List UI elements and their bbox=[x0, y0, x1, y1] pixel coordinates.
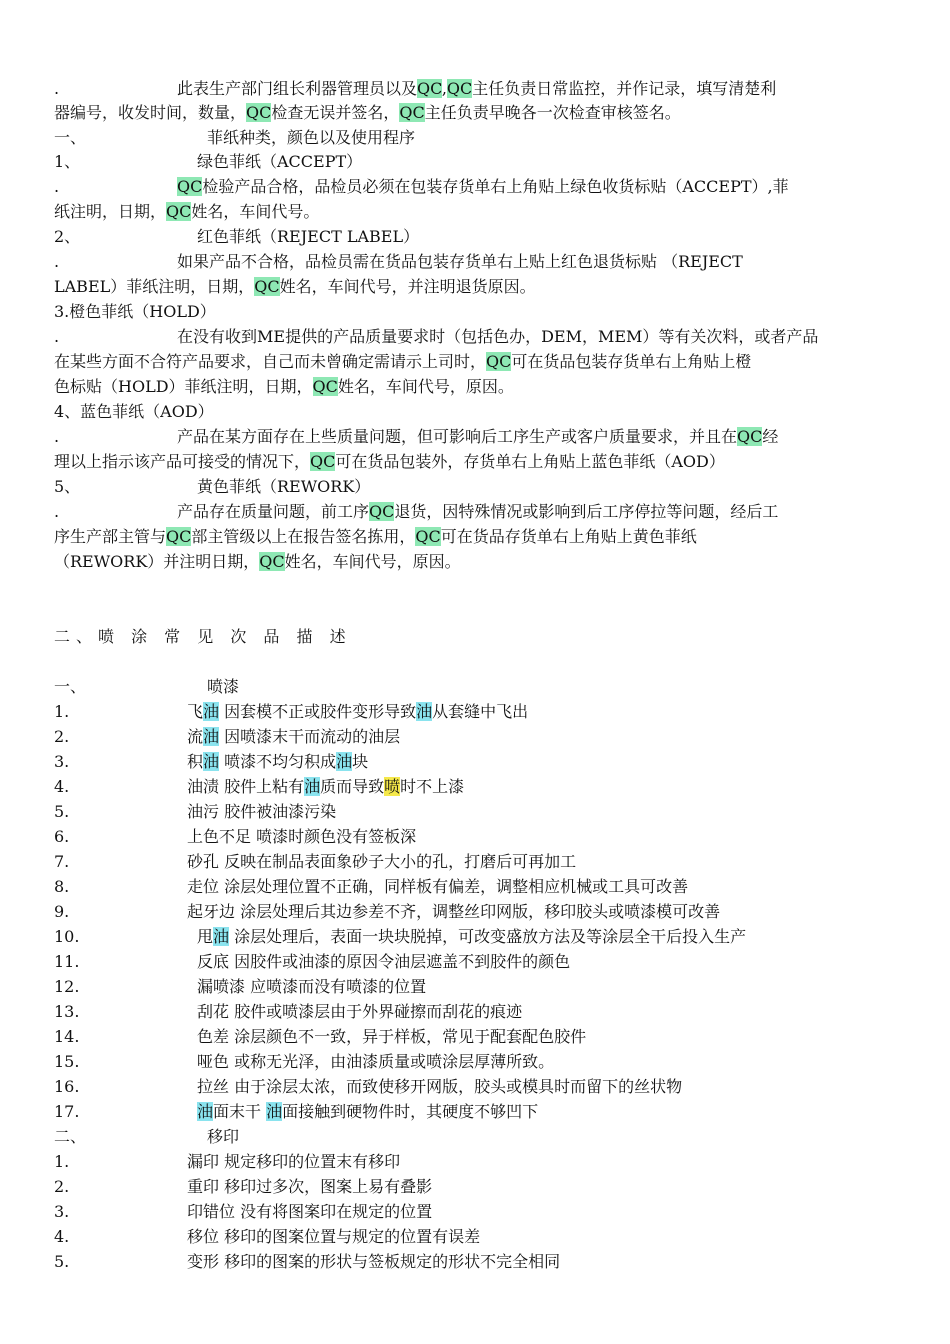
label-item-title: 黄色菲纸（REWORK） bbox=[197, 477, 371, 496]
text-segment: 刮花 胶件或喷漆层由于外界碰擦而刮花的痕迹 bbox=[197, 1002, 523, 1021]
list-item-number: 10. bbox=[54, 927, 80, 946]
text-segment: 面接触到硬物件时，其硬度不够凹下 bbox=[282, 1102, 539, 1121]
label-item-number: 2、 bbox=[54, 227, 81, 246]
text-segment: 面末干 bbox=[213, 1102, 267, 1121]
list-item-number: 13. bbox=[54, 1002, 80, 1021]
intro-bullet: . bbox=[54, 79, 60, 98]
list-item-text bbox=[187, 1176, 432, 1198]
qc-highlight: QC bbox=[166, 527, 192, 546]
list-item-number: 15. bbox=[54, 1052, 80, 1071]
item-text-line: 纸注明，日期，QC姓名，车间代号。 bbox=[54, 202, 320, 221]
oil-highlight: 油 bbox=[197, 1102, 214, 1121]
item-text-line: 产品存在质量问题，前工序QC退货，因特殊情况或影响到后工序停拉等问题，经后工 bbox=[177, 502, 779, 521]
text-segment: 块 bbox=[352, 752, 369, 771]
list-item-text bbox=[187, 701, 528, 723]
qc-highlight: QC bbox=[417, 79, 442, 98]
list-item-number: 8. bbox=[54, 877, 70, 896]
list-item-number: 3. bbox=[54, 1202, 70, 1221]
list-item-number: 1. bbox=[54, 702, 70, 721]
list-item-text bbox=[197, 926, 746, 948]
list-item-text bbox=[187, 1151, 400, 1173]
intro-line-2: 器编号，收发时间，数量，QC检查无误并签名，QC主任负责早晚各一次检查审核签名。 bbox=[54, 103, 681, 122]
text-segment: 哑色 或称无光泽，由油漆质量或喷涂层厚薄所致。 bbox=[197, 1052, 555, 1071]
oil-highlight: 油 bbox=[213, 927, 230, 946]
text-segment: 反底 因胶件或油漆的原因令油层遮盖不到胶件的颜色 bbox=[197, 952, 571, 971]
text-segment: 飞 bbox=[187, 702, 204, 721]
text-segment: 涂层处理后，表面一块块脱掉，可改变盛放方法及等涂层全干后投入生产 bbox=[229, 927, 747, 946]
label-item-number: 5、 bbox=[54, 477, 81, 496]
text-segment: 移位 移印的图案位置与规定的位置有误差 bbox=[187, 1227, 481, 1246]
list-item-text bbox=[187, 1226, 480, 1248]
intro-line-1: 此表生产部门组长利器管理员以及QC,QC主任负责日常监控，并作记录，填写清楚利 bbox=[177, 79, 777, 98]
list-item-text bbox=[187, 826, 416, 848]
list-item-text bbox=[197, 1026, 586, 1048]
oil-highlight: 油 bbox=[304, 777, 321, 796]
qc-highlight: QC bbox=[177, 177, 203, 196]
subsection-title: 移印 bbox=[207, 1127, 240, 1146]
item-text-line: 序生产部主管与QC部主管级以上在报告签名拣用，QC可在货品存货单右上角贴上黄色菲纸 bbox=[54, 527, 697, 546]
text-segment: 漏喷漆 应喷漆而没有喷漆的位置 bbox=[197, 977, 427, 996]
label-item-title: 绿色菲纸（ACCEPT） bbox=[197, 152, 363, 171]
text-segment: 油渍 胶件上粘有 bbox=[187, 777, 305, 796]
label-item-title: 4、蓝色菲纸（AOD） bbox=[54, 402, 214, 421]
item-text-line: LABEL）菲纸注明，日期，QC姓名，车间代号，并注明退货原因。 bbox=[54, 277, 536, 296]
qc-highlight: QC bbox=[166, 202, 192, 221]
item-bullet: . bbox=[54, 427, 60, 446]
list-item-number: 3. bbox=[54, 752, 70, 771]
item-text-line: 产品在某方面存在上些质量问题，但可影响后工序生产或客户质量要求，并且在QC经 bbox=[177, 427, 779, 446]
qc-highlight: QC bbox=[312, 377, 338, 396]
text-segment: 喷漆不均匀积成 bbox=[219, 752, 337, 771]
label-item-title: 3.橙色菲纸（HOLD） bbox=[54, 302, 216, 321]
list-item-number: 7. bbox=[54, 852, 70, 871]
text-segment: 因喷漆末干而流动的油层 bbox=[219, 727, 401, 746]
text-segment: 砂孔 反映在制品表面象砂子大小的孔，打磨后可再加工 bbox=[187, 852, 577, 871]
spray-highlight: 喷 bbox=[384, 777, 401, 796]
text-segment: 积 bbox=[187, 752, 204, 771]
section1-number: 一、 bbox=[54, 128, 87, 147]
list-item-number: 2. bbox=[54, 1177, 70, 1196]
item-bullet: . bbox=[54, 177, 60, 196]
oil-highlight: 油 bbox=[203, 727, 220, 746]
text-segment: 时不上漆 bbox=[400, 777, 465, 796]
qc-highlight: QC bbox=[399, 103, 425, 122]
list-item-number: 16. bbox=[54, 1077, 80, 1096]
list-item-number: 4. bbox=[54, 777, 70, 796]
list-item-number: 4. bbox=[54, 1227, 70, 1246]
list-item-number: 17. bbox=[54, 1102, 80, 1121]
item-text-line: QC检验产品合格，品检员必须在包装存货单右上角贴上绿色收货标贴（ACCEPT）,菲 bbox=[177, 177, 789, 196]
item-bullet: . bbox=[54, 252, 60, 271]
item-text-line: 理以上指示该产品可接受的情况下，QC可在货品包装外，存货单右上角贴上蓝色菲纸（AOD） bbox=[54, 452, 725, 471]
list-item-text bbox=[187, 726, 400, 748]
text-segment: 色差 涂层颜色不一致，异于样板，常见于配套配色胶件 bbox=[197, 1027, 587, 1046]
list-item-number: 1. bbox=[54, 1152, 70, 1171]
list-item-text bbox=[197, 1001, 522, 1023]
list-item-text bbox=[187, 751, 368, 773]
list-item-number: 11. bbox=[54, 952, 80, 971]
list-item-text bbox=[187, 1201, 432, 1223]
text-segment: 起牙边 涂层处理后其边参差不齐，调整丝印网版，移印胶头或喷漆模可改善 bbox=[187, 902, 721, 921]
list-item-text bbox=[197, 976, 426, 998]
oil-highlight: 油 bbox=[416, 702, 433, 721]
list-item-number: 6. bbox=[54, 827, 70, 846]
list-item-number: 2. bbox=[54, 727, 70, 746]
qc-highlight: QC bbox=[486, 352, 512, 371]
list-item-text bbox=[197, 1076, 682, 1098]
section1-title: 菲纸种类，颜色以及使用程序 bbox=[207, 128, 416, 147]
list-item-number: 5. bbox=[54, 802, 70, 821]
text-segment: 上色不足 喷漆时颜色没有签板深 bbox=[187, 827, 417, 846]
qc-highlight: QC bbox=[254, 277, 280, 296]
oil-highlight: 油 bbox=[336, 752, 353, 771]
item-text-line: 在某些方面不合符产品要求，自己而未曾确定需请示上司时，QC可在货品包装存货单右上角贴上橙 bbox=[54, 352, 752, 371]
item-text-line: 色标贴（HOLD）菲纸注明，日期，QC姓名，车间代号，原因。 bbox=[54, 377, 514, 396]
text-segment: 拉丝 由于涂层太浓，而致使移开网版，胶头或模具时而留下的丝状物 bbox=[197, 1077, 683, 1096]
text-segment: 油污 胶件被油漆污染 bbox=[187, 802, 337, 821]
item-text-line: （REWORK）并注明日期，QC姓名，车间代号，原因。 bbox=[54, 552, 461, 571]
list-item-text bbox=[197, 1051, 554, 1073]
qc-highlight: QC bbox=[246, 103, 272, 122]
subsection-number: 一、 bbox=[54, 677, 87, 696]
oil-highlight: 油 bbox=[203, 752, 220, 771]
text-segment: 甩 bbox=[197, 927, 214, 946]
list-item-number: 9. bbox=[54, 902, 70, 921]
item-text-line: 在没有收到ME提供的产品质量要求时（包括色办，DEM，MEM）等有关次料，或者产品 bbox=[177, 327, 819, 346]
text-segment: 流 bbox=[187, 727, 204, 746]
text-segment: 重印 移印过多次，图案上易有叠影 bbox=[187, 1177, 433, 1196]
list-item-text bbox=[187, 901, 720, 923]
text-segment: 印错位 没有将图案印在规定的位置 bbox=[187, 1202, 433, 1221]
label-item-title: 红色菲纸（REJECT LABEL） bbox=[197, 227, 420, 246]
text-segment: 因套模不正或胶件变形导致 bbox=[219, 702, 417, 721]
list-item-text bbox=[187, 1251, 560, 1273]
list-item-text bbox=[187, 876, 688, 898]
subsection-number: 二、 bbox=[54, 1127, 87, 1146]
text-segment: 质而导致 bbox=[320, 777, 385, 796]
list-item-text bbox=[187, 851, 576, 873]
oil-highlight: 油 bbox=[203, 702, 220, 721]
list-item-number: 12. bbox=[54, 977, 80, 996]
label-item-number: 1、 bbox=[54, 152, 81, 171]
text-segment: 变形 移印的图案的形状与签板规定的形状不完全相同 bbox=[187, 1252, 561, 1271]
qc-highlight: QC bbox=[446, 79, 473, 98]
qc-highlight: QC bbox=[259, 552, 285, 571]
item-text-line: 如果产品不合格，品检员需在货品包装存货单右上贴上红色退货标贴 （REJECT bbox=[177, 252, 743, 271]
text-segment: 漏印 规定移印的位置末有移印 bbox=[187, 1152, 401, 1171]
qc-highlight: QC bbox=[310, 452, 336, 471]
qc-highlight: QC bbox=[415, 527, 441, 546]
list-item-number: 5. bbox=[54, 1252, 70, 1271]
list-item-text bbox=[197, 1101, 538, 1123]
section2-title: 二、喷 涂 常 见 次 品 描 述 bbox=[54, 627, 352, 646]
text-segment: 走位 涂层处理位置不正确，同样板有偏差，调整相应机械或工具可改善 bbox=[187, 877, 689, 896]
text-segment: 从套缝中飞出 bbox=[432, 702, 529, 721]
item-bullet: . bbox=[54, 502, 60, 521]
list-item-number: 14. bbox=[54, 1027, 80, 1046]
subsection-title: 喷漆 bbox=[207, 677, 240, 696]
oil-highlight: 油 bbox=[266, 1102, 283, 1121]
list-item-text bbox=[197, 951, 570, 973]
item-bullet: . bbox=[54, 327, 60, 346]
qc-highlight: QC bbox=[369, 502, 395, 521]
qc-highlight: QC bbox=[737, 427, 763, 446]
list-item-text bbox=[187, 801, 336, 823]
list-item-text bbox=[187, 776, 464, 798]
